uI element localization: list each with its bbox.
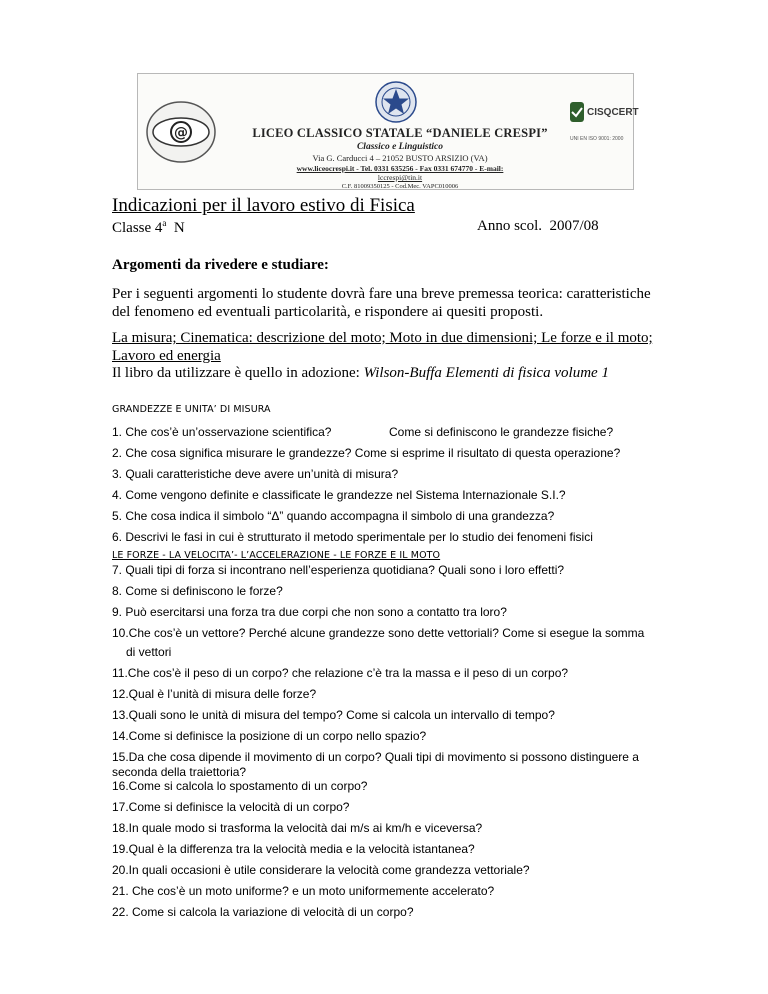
question-1b: Come si definiscono le grandezze fisiche? <box>389 425 614 439</box>
section-heading: Argomenti da rivedere e studiare: <box>112 257 329 273</box>
school-subtitle: Classico e Linguistico <box>356 142 444 152</box>
school-name: LICEO CLASSICO STATALE “DANIELE CRESPI” <box>252 126 548 140</box>
question-9: 9. Può esercitarsi una forza tra due corpi che non sono a contatto tra loro? <box>112 605 507 619</box>
question-14: 14.Come si definisce la posizione di un corpo nello spazio? <box>112 729 427 743</box>
cert-square <box>570 102 584 122</box>
question-13: 13.Quali sono le unità di misura del tempo? Come si calcola un intervallo di tempo? <box>112 708 555 722</box>
question-10b: di vettori <box>126 645 172 659</box>
school-email[interactable]: lccrespi@tin.it <box>377 173 423 182</box>
cisqcert-logo-icon <box>570 102 639 142</box>
letterhead-text <box>230 126 570 190</box>
letterhead <box>137 73 639 190</box>
question-2: 2. Che cosa significa misurare le grandezze? Come si esprime il risultato di questa operazione? <box>112 446 621 460</box>
question-21: 21. Che cos’è un moto uniforme? e un moto uniformemente accelerato? <box>112 884 495 898</box>
school-address: Via G. Carducci 4 – 21052 BUSTO ARSIZIO (VA) <box>312 153 488 163</box>
class-label <box>112 218 185 237</box>
textbook-prefix: Il libro da utilizzare è quello in adozione: <box>112 365 364 381</box>
school-year: Anno scol. 2007/08 <box>477 218 599 234</box>
section-title-forze: LE FORZE - LA VELOCITA’- L’ACCELERAZIONE - LE FORZE E IL MOTO <box>112 550 441 561</box>
textbook-title: Wilson-Buffa Elementi di fisica volume 1 <box>363 365 609 381</box>
class-suffix: N <box>166 220 185 236</box>
question-18: 18.In quale modo si trasforma la velocità dai m/s ai km/h e viceversa? <box>112 821 483 835</box>
question-12: 12.Qual è l’unità di misura delle forze? <box>112 687 317 701</box>
class-sup: a <box>162 218 167 228</box>
question-7: 7. Quali tipi di forza si incontrano nell’esperienza quotidiana? Quali sono i loro effetti? <box>112 563 565 577</box>
svg-text:@: @ <box>174 125 188 141</box>
question-10a: 10.Che cos’è un vettore? Perché alcune grandezze sono dette vettoriali? Come si esegue la somma <box>112 626 645 640</box>
question-20: 20.In quali occasioni è utile considerare la velocità come grandezza vettoriale? <box>112 863 530 877</box>
question-11: 11.Che cos’è il peso di un corpo? che relazione c’è tra la massa e il peso di un corpo? <box>112 666 569 680</box>
cert-iso: UNI EN ISO 9001: 2000 <box>570 136 624 142</box>
school-fiscal-code: C.F. 81009350125 - Cod.Mec. VAPC010006 <box>341 183 459 190</box>
textbook-line <box>112 365 609 382</box>
question-5: 5. Che cosa indica il simbolo “Δ” quando accompagna il simbolo di una grandezza? <box>112 509 555 523</box>
school-contacts[interactable]: www.liceocrespi.it - Tel. 0331 635256 - Fax 0331 674770 - E-mail: <box>296 164 504 173</box>
question-6: 6. Descrivi le fasi in cui è strutturato il metodo sperimentale per lo studio dei fenomeni fisici <box>112 530 593 544</box>
question-19: 19.Qual è la differenza tra la velocità media e la velocità istantanea? <box>112 842 475 856</box>
section-title-misura: GRANDEZZE E UNITA’ DI MISURA <box>112 404 271 415</box>
intro-paragraph: Per i seguenti argomenti lo studente dovrà fare una breve premessa teorica: caratteristiche del fenomeno ed eventuali particolarità, e rispondere ai quesiti proposti. <box>112 286 651 320</box>
document-title: Indicazioni per il lavoro estivo di Fisica <box>112 195 415 216</box>
question-15: 15.Da che cosa dipende il movimento di un corpo? Quali tipi di movimento si possono distinguere a seconda della traiettoria? <box>112 750 639 779</box>
republic-emblem-icon <box>374 80 418 124</box>
question-8: 8. Come si definiscono le forze? <box>112 584 283 598</box>
question-4: 4. Come vengono definite e classificate le grandezze nel Sistema Internazionale S.I.? <box>112 488 566 502</box>
question-22: 22. Come si calcola la variazione di velocità di un corpo? <box>112 905 414 919</box>
school-logo-eye-icon <box>143 94 219 170</box>
cert-name: CISQCERT <box>587 106 639 118</box>
question-3: 3. Quali caratteristiche deve avere un’unità di misura? <box>112 467 399 481</box>
topics-list: La misura; Cinematica: descrizione del moto; Moto in due dimensioni; Le forze e il moto; Lavoro ed energia <box>112 330 653 364</box>
question-16: 16.Come si calcola lo spostamento di un corpo? <box>112 779 368 793</box>
question-17: 17.Come si definisce la velocità di un corpo? <box>112 800 350 814</box>
question-1a: 1. Che cos’è un’osservazione scientifica? <box>112 425 332 439</box>
class-prefix: Classe 4 <box>112 220 163 236</box>
